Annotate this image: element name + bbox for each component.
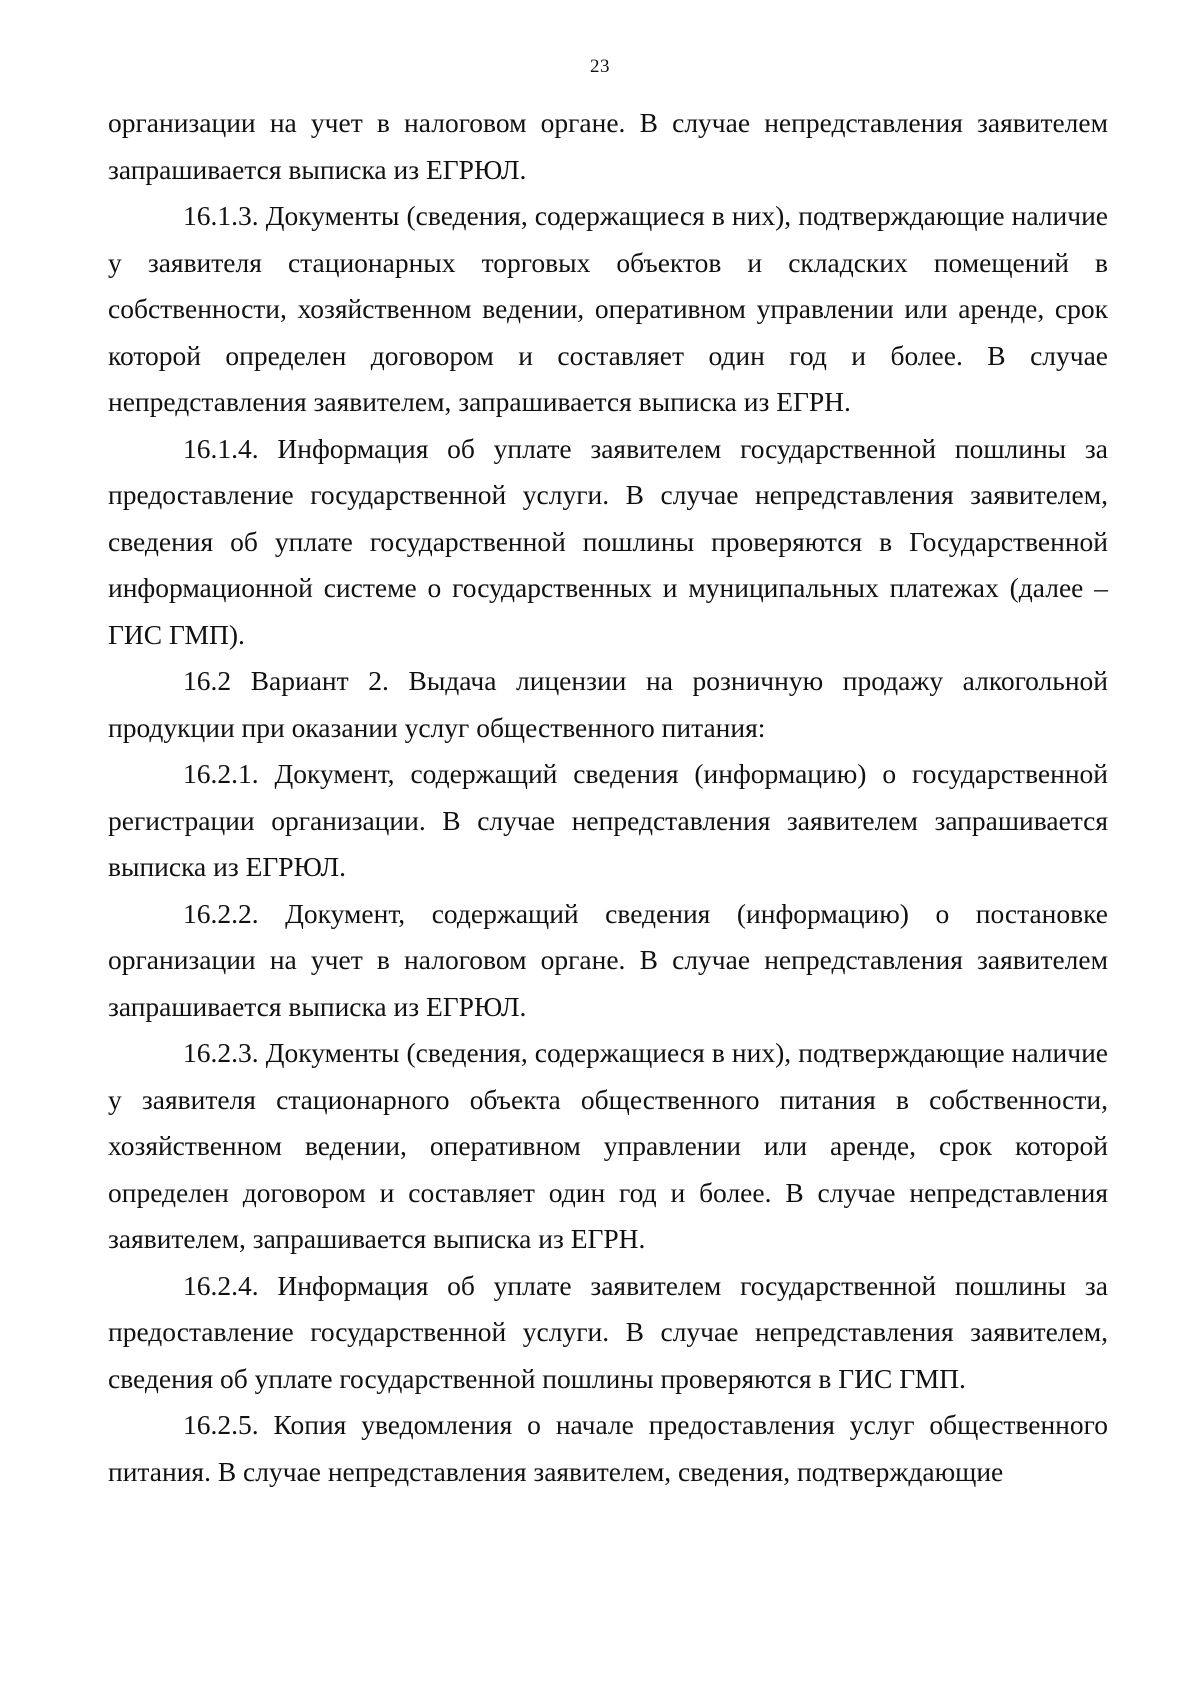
- document-body: [108, 100, 1108, 1495]
- paragraph-16-2-3: 16.2.3. Документы (сведения, содержащиеся в них), подтверждающие наличие у заявителя стационарного объекта общественного питания в собственности, хозяйственном ведении, оперативном управлении или аренде, срок которой определен договором и составляет один год и более. В случае непредставления заявителем, запрашивается выписка из ЕГРН.: [108, 1037, 1108, 1254]
- paragraph-16-2-4: 16.2.4. Информация об уплате заявителем государственной пошлины за предоставление государственной услуги. В случае непредставления заявителем, сведения об уплате государственной пошлины проверяются в ГИС ГМП.: [108, 1269, 1108, 1394]
- paragraph-continuation: организации на учет в налоговом органе. В случае непредставления заявителем запрашивается выписка из ЕГРЮЛ.: [108, 107, 1108, 185]
- paragraph-16-1-4: 16.1.4. Информация об уплате заявителем государственной пошлины за предоставление государственной услуги. В случае непредставления заявителем, сведения об уплате государственной пошлины проверяются в Государственной информационной системе о государственных и муниципальных платежах (далее – ГИС ГМП).: [108, 432, 1108, 650]
- paragraph-16-2-2: 16.2.2. Документ, содержащий сведения (информацию) о постановке организации на учет в налоговом органе. В случае непредставления заявителем запрашивается выписка из ЕГРЮЛ.: [108, 897, 1108, 1022]
- paragraph-16-2-variant-2: 16.2 Вариант 2. Выдача лицензии на розничную продажу алкогольной продукции при оказании услуг общественного питания:: [108, 665, 1108, 743]
- page-number: 23: [590, 56, 610, 77]
- paragraph-16-1-3: 16.1.3. Документы (сведения, содержащиеся в них), подтверждающие наличие у заявителя стационарных торговых объектов и складских помещений в собственности, хозяйственном ведении, оперативном управлении или аренде, срок которой определен договором и составляет один год и более. В случае непредставления заявителем, запрашивается выписка из ЕГРН.: [108, 200, 1108, 417]
- paragraph-16-2-5: 16.2.5. Копия уведомления о начале предоставления услуг общественного питания. В случае непредставления заявителем, сведения, подтверждающие: [108, 1409, 1108, 1487]
- paragraph-16-2-1: 16.2.1. Документ, содержащий сведения (информацию) о государственной регистрации организации. В случае непредставления заявителем запрашивается выписка из ЕГРЮЛ.: [108, 758, 1108, 882]
